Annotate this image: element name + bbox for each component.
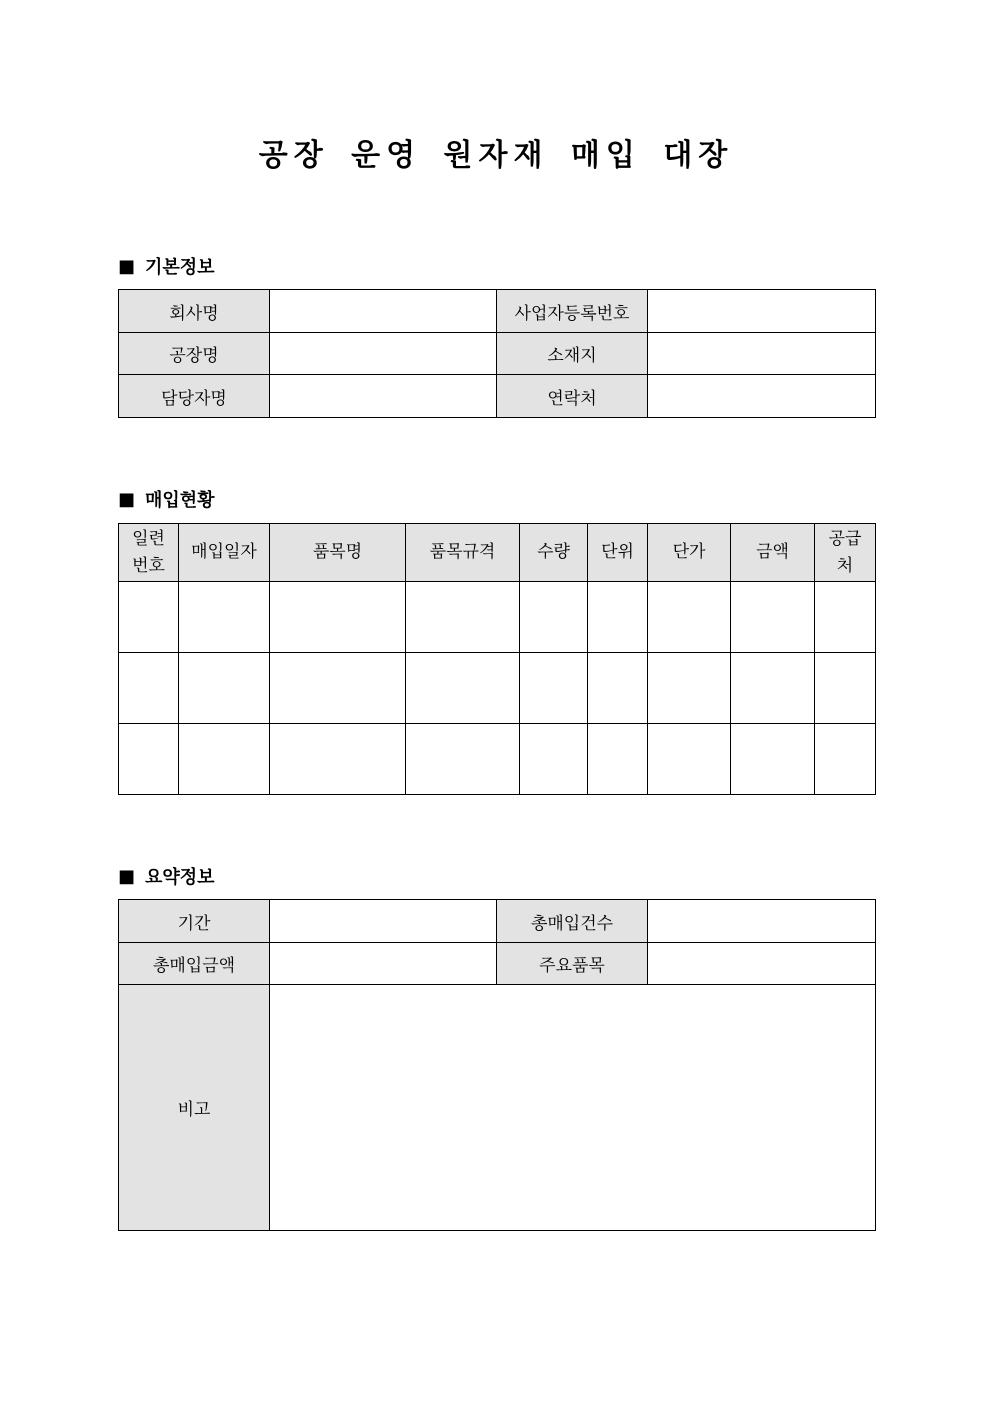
column-header-line: 일련 [132,528,165,549]
unit-price-cell[interactable] [648,582,731,653]
remarks-field[interactable] [270,985,876,1231]
column-header-unit: 단위 [588,524,648,582]
unit-cell[interactable] [588,724,648,795]
amount-cell[interactable] [731,582,815,653]
supplier-cell[interactable] [815,582,876,653]
quantity-cell[interactable] [520,582,588,653]
column-header-line: 공급 [828,528,862,549]
item-name-cell[interactable] [270,582,406,653]
label-total-purchase-count: 총매입건수 [497,900,648,943]
amount-cell[interactable] [731,653,815,724]
unit-price-cell[interactable] [648,724,731,795]
manager-name-field[interactable] [270,375,497,418]
column-header-line: 번호 [132,555,165,576]
column-header-item-spec: 품목규격 [406,524,520,582]
label-remarks: 비고 [119,985,270,1231]
label-business-reg-number: 사업자등록번호 [497,290,648,333]
serial-number-cell[interactable] [119,653,179,724]
summary-table [118,899,876,1231]
section-heading-basic-info [118,253,215,279]
total-purchase-amount-field[interactable] [270,943,497,985]
column-header-unit-price: 단가 [648,524,731,582]
label-manager-name: 담당자명 [119,375,270,418]
purchase-date-cell[interactable] [179,653,270,724]
label-period: 기간 [119,900,270,943]
item-name-cell[interactable] [270,653,406,724]
main-items-field[interactable] [648,943,876,985]
table-row [119,290,876,333]
contact-field[interactable] [648,375,876,418]
period-field[interactable] [270,900,497,943]
supplier-cell[interactable] [815,653,876,724]
square-bullet-icon: ■ [118,255,136,277]
quantity-cell[interactable] [520,653,588,724]
document-title: 공장 운영 원자재 매입 대장 [258,138,734,173]
factory-name-field[interactable] [270,333,497,375]
table-row [119,985,876,1231]
item-spec-cell[interactable] [406,653,520,724]
square-bullet-icon: ■ [118,488,136,510]
column-header-purchase-date: 매입일자 [179,524,270,582]
table-row [119,724,876,795]
column-header-item-name: 품목명 [270,524,406,582]
square-bullet-icon: ■ [118,865,136,887]
unit-cell[interactable] [588,653,648,724]
serial-number-cell[interactable] [119,724,179,795]
section-heading-summary [118,863,215,889]
column-header-serial-number [119,524,179,582]
serial-number-cell[interactable] [119,582,179,653]
item-spec-cell[interactable] [406,724,520,795]
section-heading-purchase-status [118,486,215,512]
company-name-field[interactable] [270,290,497,333]
column-header-supplier [815,524,876,582]
column-header-amount: 금액 [731,524,815,582]
purchase-date-cell[interactable] [179,582,270,653]
section-title: 매입현황 [145,490,215,511]
unit-cell[interactable] [588,582,648,653]
table-header-row [119,524,876,582]
column-header-line: 처 [836,555,854,576]
label-company-name: 회사명 [119,290,270,333]
purchase-date-cell[interactable] [179,724,270,795]
table-row [119,653,876,724]
amount-cell[interactable] [731,724,815,795]
total-purchase-count-field[interactable] [648,900,876,943]
unit-price-cell[interactable] [648,653,731,724]
label-factory-name: 공장명 [119,333,270,375]
business-reg-number-field[interactable] [648,290,876,333]
supplier-cell[interactable] [815,724,876,795]
label-main-items: 주요품목 [497,943,648,985]
table-row [119,900,876,943]
label-location: 소재지 [497,333,648,375]
item-name-cell[interactable] [270,724,406,795]
column-header-quantity: 수량 [520,524,588,582]
table-row [119,582,876,653]
location-field[interactable] [648,333,876,375]
table-row [119,375,876,418]
purchase-status-table [118,523,876,795]
table-row [119,333,876,375]
label-contact: 연락처 [497,375,648,418]
label-total-purchase-amount: 총매입금액 [119,943,270,985]
section-title: 기본정보 [145,257,215,278]
item-spec-cell[interactable] [406,582,520,653]
section-title: 요약정보 [145,867,215,888]
table-row [119,943,876,985]
quantity-cell[interactable] [520,724,588,795]
basic-info-table [118,289,876,418]
